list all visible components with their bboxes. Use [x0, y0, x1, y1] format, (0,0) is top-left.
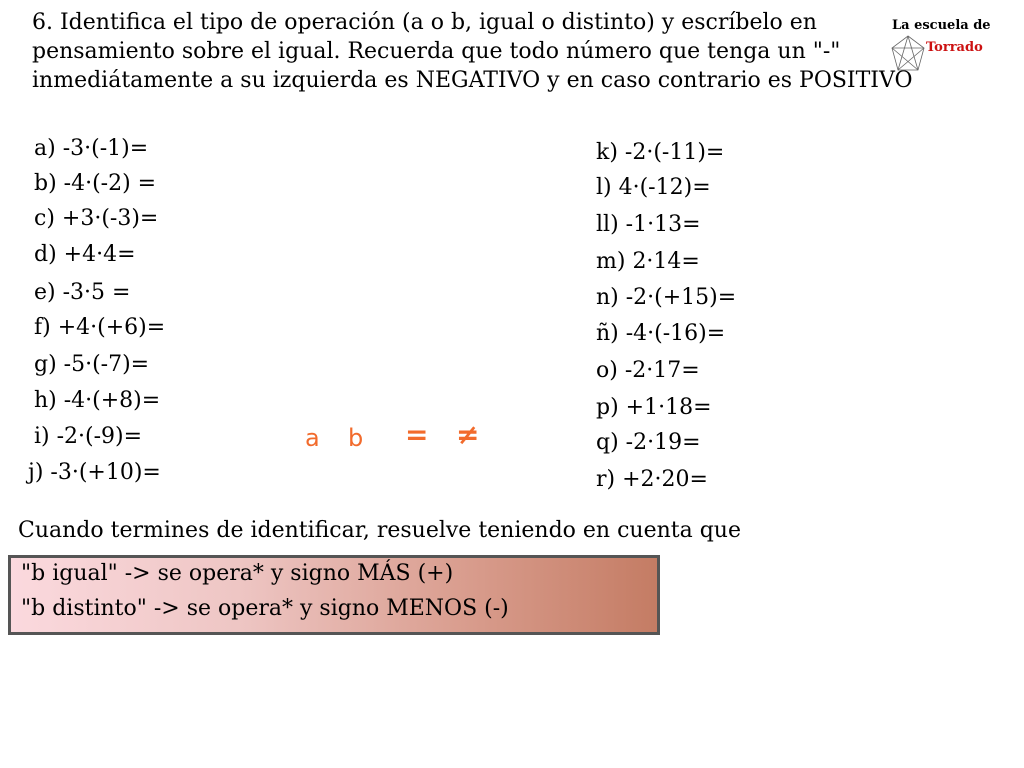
- exercise-item: j) -3·(+10)=: [28, 460, 161, 485]
- exercise-item: o) -2·17=: [596, 358, 700, 383]
- logo-text-bottom: Torrado: [926, 40, 983, 55]
- symbol-not-equal: ≠: [456, 418, 480, 451]
- exercise-item: l) 4·(-12)=: [596, 175, 711, 200]
- logo-star-icon: [890, 34, 926, 74]
- exercise-item: e) -3·5 =: [34, 280, 131, 305]
- instructions-line-3: inmediátamente a su izquierda es NEGATIVO y en caso contrario es POSITIVO: [32, 68, 913, 93]
- exercise-item: b) -4·(-2) =: [34, 171, 157, 196]
- exercise-item: m) 2·14=: [596, 249, 700, 274]
- closing-text: Cuando termines de identificar, resuelve teniendo en cuenta que: [18, 518, 741, 543]
- rule-b-different: "b distinto" -> se opera* y signo MENOS (-): [21, 596, 509, 621]
- symbol-equal: =: [405, 418, 429, 451]
- exercise-item: q) -2·19=: [596, 430, 701, 455]
- instructions-line-2: pensamiento sobre el igual. Recuerda que todo número que tenga un "-": [32, 39, 841, 64]
- logo-text-top: La escuela de: [892, 18, 991, 33]
- exercise-item: g) -5·(-7)=: [34, 352, 150, 377]
- exercise-item: h) -4·(+8)=: [34, 388, 161, 413]
- school-logo: [878, 14, 1018, 78]
- exercise-item: p) +1·18=: [596, 395, 712, 420]
- exercise-item: c) +3·(-3)=: [34, 206, 159, 231]
- exercise-item: k) -2·(-11)=: [596, 140, 725, 165]
- exercise-item: ll) -1·13=: [596, 212, 701, 237]
- symbol-b: b: [348, 424, 364, 452]
- exercise-item: d) +4·4=: [34, 242, 136, 267]
- rules-box: [8, 555, 660, 635]
- exercise-item: r) +2·20=: [596, 467, 708, 492]
- exercise-item: f) +4·(+6)=: [34, 315, 166, 340]
- exercise-item: i) -2·(-9)=: [34, 424, 143, 449]
- exercise-item: ñ) -4·(-16)=: [596, 321, 726, 346]
- rule-b-equal: "b igual" -> se opera* y signo MÁS (+): [21, 561, 454, 586]
- instructions-text: [32, 8, 982, 95]
- exercise-item: n) -2·(+15)=: [596, 285, 737, 310]
- exercise-item: a) -3·(-1)=: [34, 136, 149, 161]
- instructions-line-1: 6. Identifica el tipo de operación (a o b, igual o distinto) y escríbelo en: [32, 10, 817, 35]
- symbol-a: a: [305, 424, 320, 452]
